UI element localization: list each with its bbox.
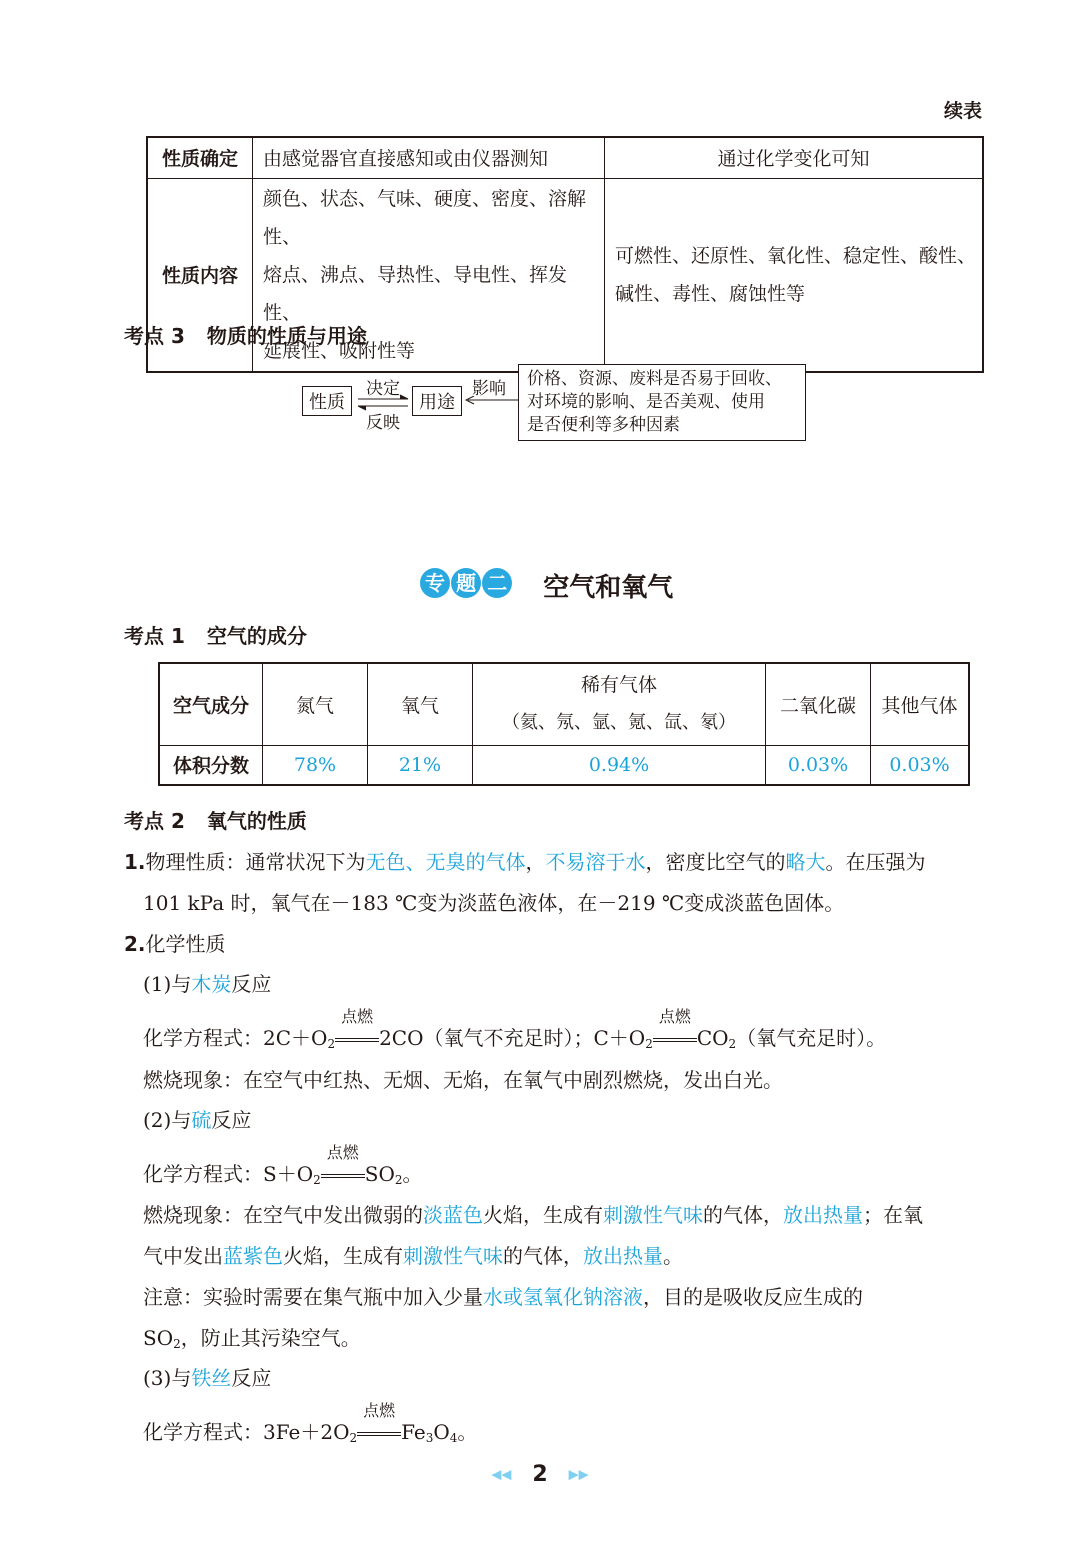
condition-label: 点燃 — [341, 1007, 374, 1026]
carbon-phenomenon: 燃烧现象：在空气中红热、无烟、无焰，在氧气中剧烈燃烧，发出白光。 — [143, 1068, 783, 1092]
physical-content-line: 熔点、沸点、导热性、导电性、挥发性、 — [263, 263, 568, 324]
subscript: 2 — [394, 1173, 403, 1187]
reaction-condition — [357, 1401, 401, 1444]
reaction-condition — [653, 1007, 697, 1050]
kd3-heading — [124, 320, 367, 349]
text: (1)与 — [143, 972, 192, 996]
equals-bar — [653, 1038, 697, 1042]
kd3-label: 考点 3 — [124, 324, 185, 348]
factor-line: 是否便利等多种因素 — [527, 415, 680, 435]
item-number: 1. — [124, 850, 146, 874]
text: 。 — [457, 1420, 478, 1444]
use-box: 用途 — [412, 386, 462, 416]
highlight: 不易溶于水 — [545, 850, 646, 874]
kd2-label: 考点 2 — [124, 809, 185, 833]
text: 的气体， — [703, 1203, 783, 1227]
component-cell: 其他气体 — [871, 663, 970, 745]
text: 的气体， — [503, 1244, 583, 1268]
topic-bubble: 题 — [451, 568, 481, 598]
text: 。 — [402, 1162, 423, 1186]
reflects-label: 反映 — [366, 413, 400, 433]
table-row — [147, 137, 983, 178]
sulfur-heading — [143, 1104, 251, 1133]
text: (2)与 — [143, 1108, 192, 1132]
factors-box — [518, 364, 806, 441]
text: 2C＋O — [263, 1026, 328, 1050]
chemical-content-line: 可燃性、还原性、氧化性、稳定性、酸性、 — [615, 244, 977, 267]
continued-table-label: 续表 — [943, 100, 982, 122]
subscript: 3 — [425, 1431, 434, 1445]
highlight: 水或氢氧化钠溶液 — [483, 1285, 643, 1309]
topic-bubble: 二 — [482, 568, 512, 598]
table-row — [159, 745, 969, 785]
subscript: 2 — [349, 1431, 358, 1445]
text: ；在氧 — [863, 1203, 923, 1227]
reaction-condition — [335, 1007, 379, 1050]
text: 气中发出 — [143, 1244, 223, 1268]
highlight: 刺激性气味 — [403, 1244, 503, 1268]
text: ，密度比空气的 — [645, 850, 786, 874]
influence-label: 影响 — [472, 379, 506, 399]
chemical-content-line: 碱性、毒性、腐蚀性等 — [615, 282, 806, 305]
text: SO — [143, 1326, 174, 1350]
sulfur-phenomenon — [143, 1199, 923, 1228]
text: 化学性质 — [145, 932, 226, 956]
text: 注意：实验时需要在集气瓶中加入少量 — [143, 1285, 483, 1309]
sulfur-equation — [143, 1143, 423, 1187]
fraction-cell: 78% — [263, 745, 368, 785]
component-cell: 氮气 — [263, 663, 368, 745]
topic-title: 空气和氧气 — [543, 573, 674, 603]
physical-property-line2: 101 kPa 时，氧气在－183 ℃变为淡蓝色液体，在－219 ℃变成淡蓝色固体。 — [143, 891, 845, 915]
item-number: 2. — [124, 932, 146, 956]
chemical-determination: 通过化学变化可知 — [605, 137, 984, 178]
row-header-determination: 性质确定 — [147, 137, 253, 178]
text: O — [433, 1420, 450, 1444]
kd1-label: 考点 1 — [124, 624, 185, 648]
page-number: 2 — [532, 1462, 548, 1487]
text: 化学方程式： — [143, 1420, 263, 1444]
carbon-equation — [143, 1007, 887, 1051]
subscript: 2 — [645, 1037, 653, 1051]
iron-heading — [143, 1362, 271, 1391]
component-cell: 氧气 — [368, 663, 473, 745]
kd2-title: 氧气的性质 — [206, 809, 307, 833]
rare-gas-note: （氦、氖、氩、氪、氙、氡） — [502, 712, 736, 734]
equals-bar — [357, 1432, 401, 1436]
iron-equation — [143, 1401, 478, 1445]
decides-label: 决定 — [366, 379, 400, 399]
condition-label: 点燃 — [326, 1143, 359, 1162]
reaction-condition — [321, 1143, 365, 1186]
text: 火焰，生成有 — [283, 1244, 403, 1268]
highlight: 略大 — [785, 850, 826, 874]
fraction-cell: 0.03% — [871, 745, 970, 785]
fraction-cell: 0.03% — [766, 745, 871, 785]
subscript: 2 — [173, 1337, 181, 1351]
subscript: 2 — [728, 1037, 737, 1051]
row-header-component: 空气成分 — [159, 663, 263, 745]
kd3-title: 物质的性质与用途 — [206, 324, 367, 348]
kd1-title: 空气的成分 — [206, 624, 307, 648]
property-use-diagram — [300, 362, 810, 446]
text: ， — [525, 850, 546, 874]
kd1-heading — [124, 620, 307, 649]
factor-line: 价格、资源、废料是否易于回收、 — [527, 369, 782, 389]
highlight: 放出热量 — [583, 1244, 663, 1268]
next-page-icon: ▶▶ — [568, 1467, 589, 1483]
carbon-heading — [143, 968, 271, 997]
text: 反应 — [231, 1366, 272, 1390]
component-cell: 二氧化碳 — [766, 663, 871, 745]
condition-label: 点燃 — [658, 1007, 691, 1026]
highlight: 木炭 — [191, 972, 232, 996]
highlight: 无色、无臭的气体 — [365, 850, 526, 874]
highlight: 蓝紫色 — [223, 1244, 283, 1268]
topic-bubble: 专 — [420, 568, 450, 598]
text: ，目的是吸收反应生成的 — [643, 1285, 863, 1309]
highlight: 放出热量 — [783, 1203, 863, 1227]
highlight: 淡蓝色 — [423, 1203, 483, 1227]
text: 燃烧现象：在空气中发出微弱的 — [143, 1203, 423, 1227]
air-composition-table — [158, 662, 970, 786]
text: (3)与 — [143, 1366, 192, 1390]
highlight: 铁丝 — [191, 1366, 232, 1390]
kd2-heading — [124, 805, 307, 834]
text: 化学方程式： — [143, 1162, 263, 1186]
rare-gas-name: 稀有气体 — [580, 674, 657, 697]
subscript: 2 — [313, 1173, 321, 1187]
sulfur-phenomenon-2 — [143, 1240, 683, 1269]
highlight: 刺激性气味 — [603, 1203, 703, 1227]
fraction-cell: 21% — [368, 745, 473, 785]
factor-line: 对环境的影响、是否美观、使用 — [527, 392, 765, 412]
fraction-cell: 0.94% — [473, 745, 766, 785]
topic-banner — [420, 567, 673, 603]
sulfur-note-2 — [143, 1322, 361, 1351]
property-box: 性质 — [302, 386, 352, 416]
subscript: 2 — [327, 1037, 336, 1051]
page-number-bar — [0, 1462, 1080, 1487]
equals-bar — [321, 1174, 365, 1178]
text: CO — [696, 1026, 729, 1050]
text: 化学方程式： — [143, 1026, 263, 1050]
text: Fe — [401, 1420, 426, 1444]
physical-determination: 由感觉器官直接感知或由仪器测知 — [253, 137, 605, 178]
text: ，防止其污染空气。 — [180, 1326, 361, 1350]
physical-content-line: 延展性、吸附性等 — [263, 339, 416, 362]
row-header-fraction: 体积分数 — [159, 745, 263, 785]
condition-label: 点燃 — [363, 1401, 396, 1420]
sulfur-note — [143, 1281, 863, 1310]
row-header-content: 性质内容 — [147, 178, 253, 372]
prev-page-icon: ◀◀ — [491, 1467, 512, 1483]
table-row — [159, 663, 969, 745]
chemical-content — [605, 178, 984, 372]
text: 3Fe＋2O — [263, 1420, 350, 1444]
equals-bar — [335, 1038, 379, 1042]
highlight: 硫 — [191, 1108, 212, 1132]
text: 物理性质：通常状况下为 — [145, 850, 366, 874]
text: SO — [364, 1162, 395, 1186]
chemical-property-heading — [124, 928, 226, 957]
text: 反应 — [231, 972, 272, 996]
text: 。在压强为 — [825, 850, 926, 874]
text: 。 — [663, 1244, 683, 1268]
text: S＋O — [263, 1162, 314, 1186]
text: 反应 — [211, 1108, 252, 1132]
physical-property-line — [124, 846, 926, 875]
physical-content-line: 颜色、状态、气味、硬度、密度、溶解性、 — [263, 187, 587, 248]
subscript: 4 — [449, 1431, 458, 1445]
component-cell-rare — [473, 663, 766, 745]
text: （氧气充足时）。 — [736, 1026, 887, 1050]
text: 火焰，生成有 — [483, 1203, 603, 1227]
text: 2CO（氧气不充足时）；C＋O — [379, 1026, 646, 1050]
